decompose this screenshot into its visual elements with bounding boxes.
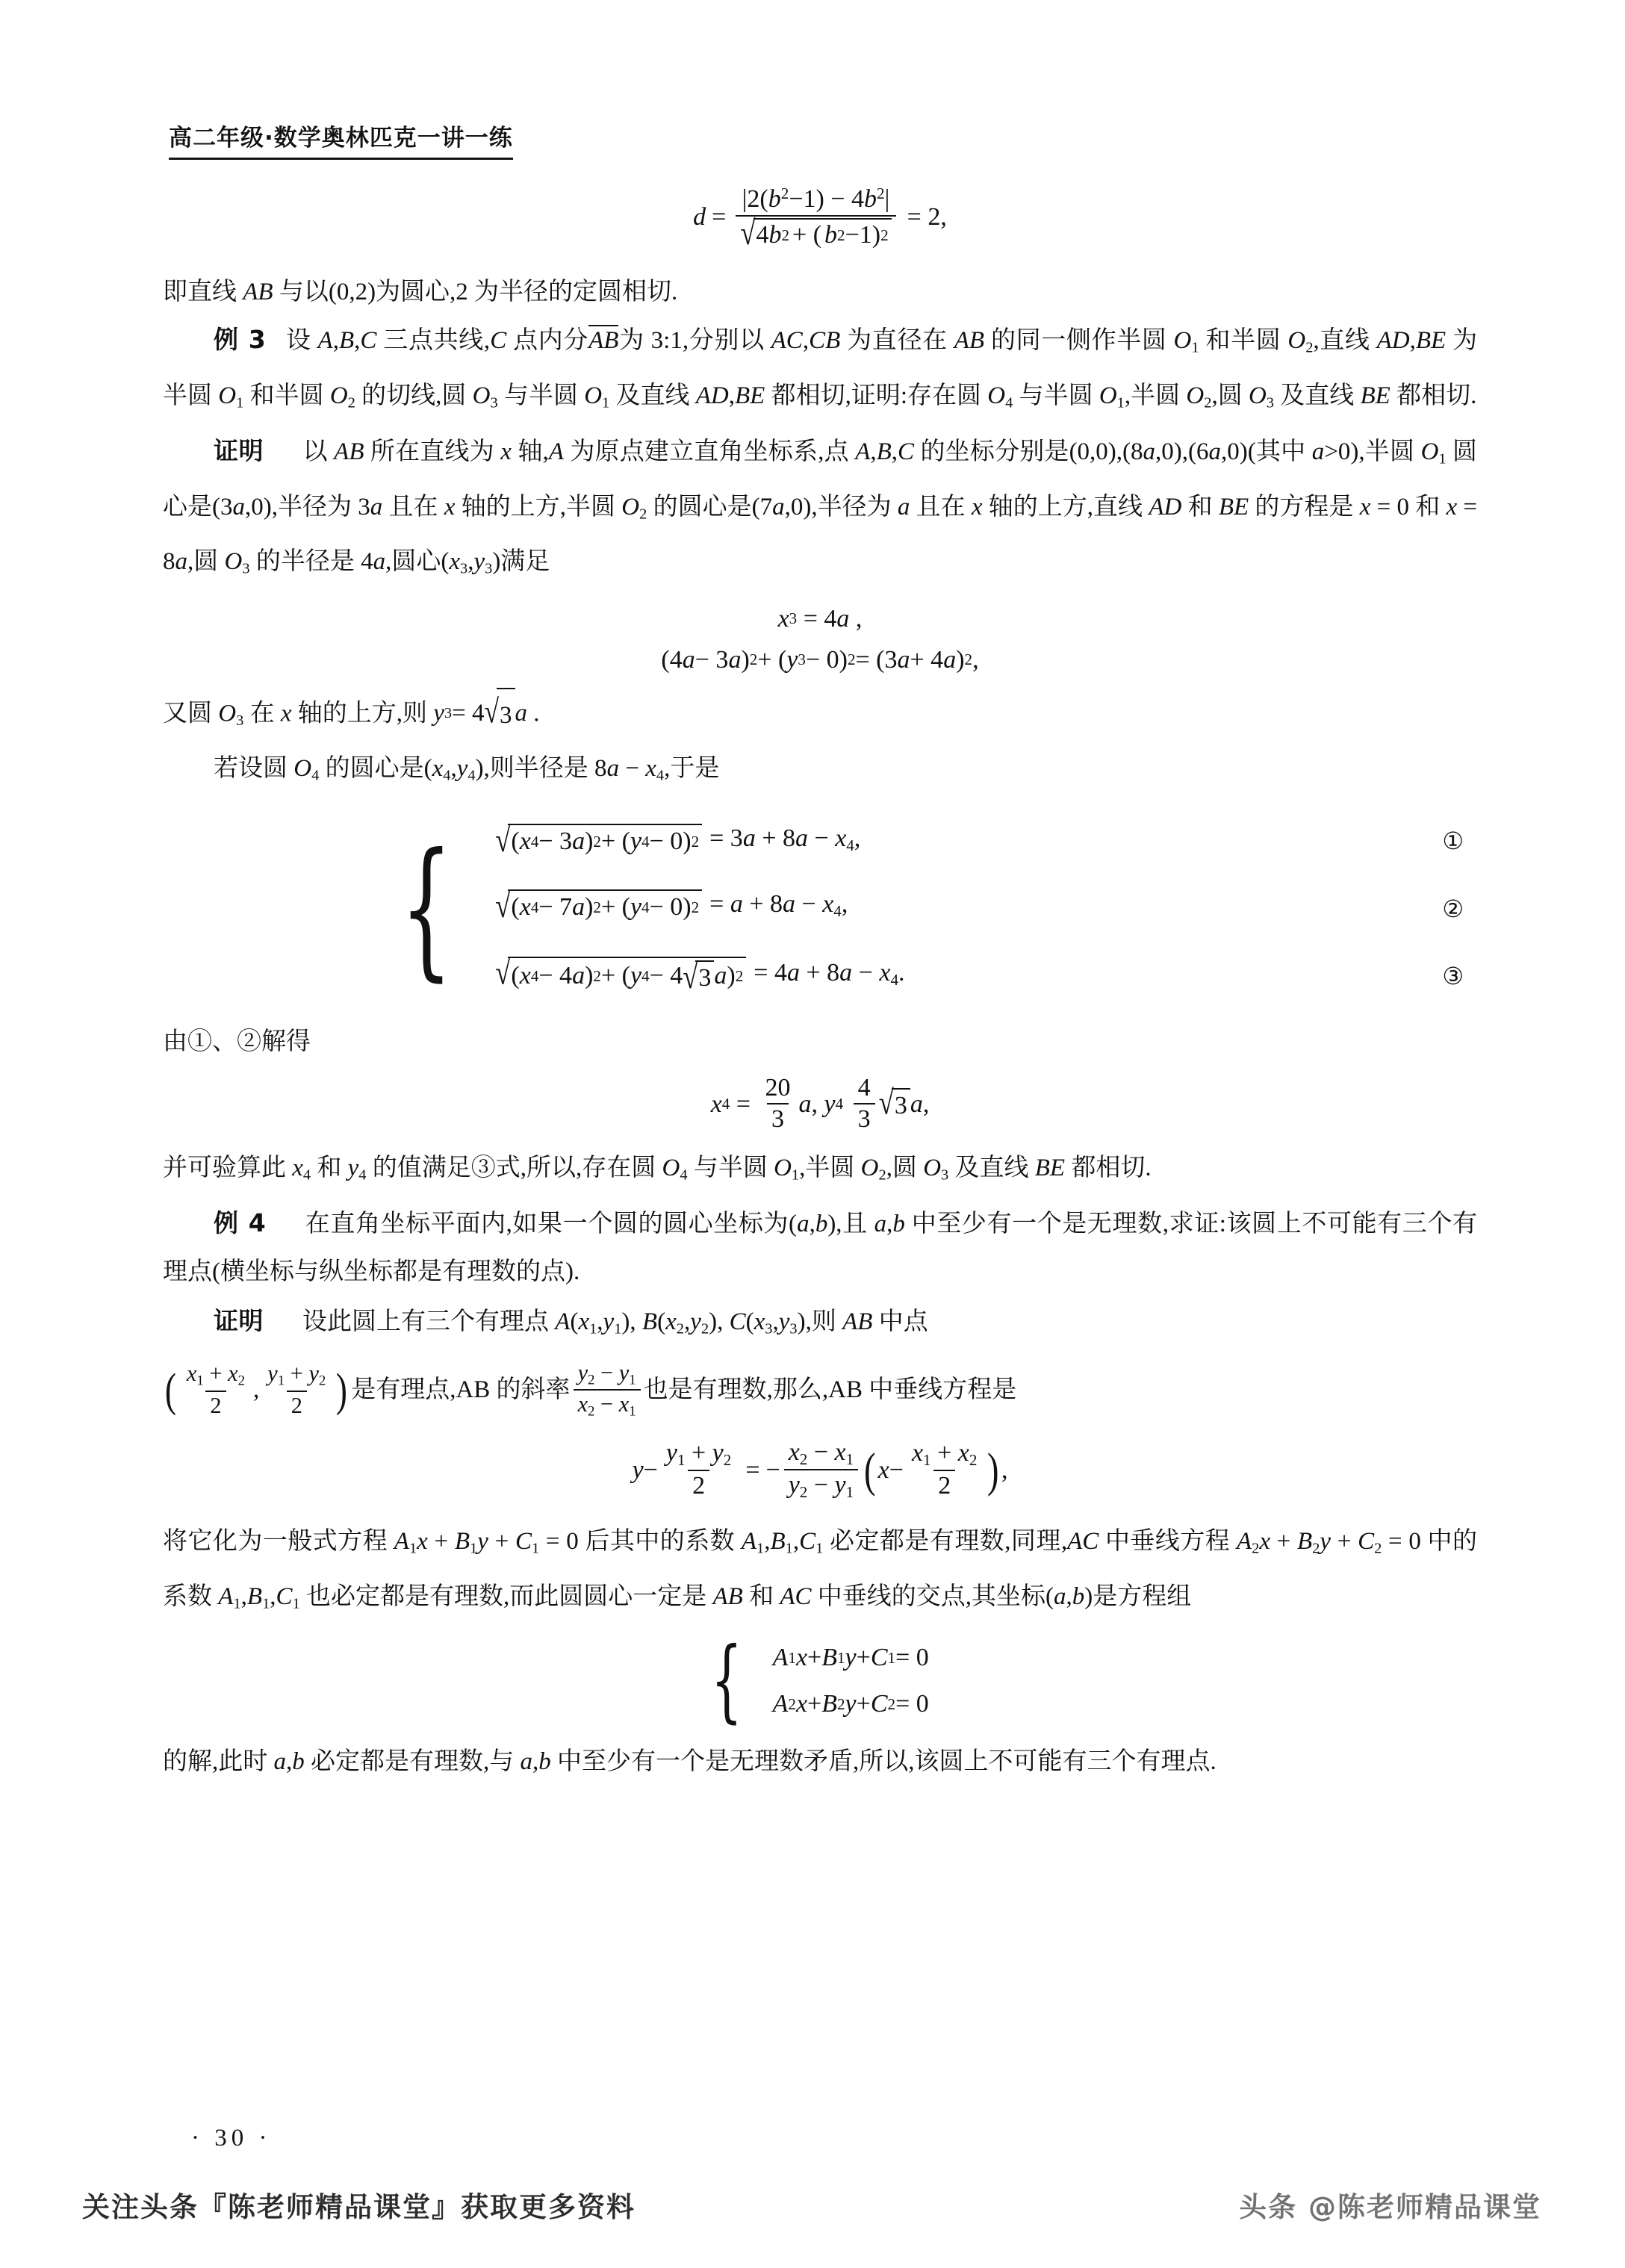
- left-brace: {: [711, 1629, 743, 1733]
- page-number: · 30 ·: [191, 2125, 272, 2152]
- example4-proof-label: 证明: [214, 1305, 264, 1335]
- paren-open: (: [864, 1443, 876, 1497]
- example4-proof-p2: ( $\frac{x_1 + x_2}{2}$ , $\frac{y_1 + y_2}{2}$ ) 是有理点,AB 的斜率 $\frac{y_2 - y_1}{x_2 - x_1}$ 也是有理数,那么,AB 中垂线方程是: [164, 1359, 1017, 1420]
- radical-icon: √: [495, 821, 511, 860]
- example4-statement: 例 4 在直角坐标平面内,如果一个圆的圆心坐标为(a,b),且 a,b 中至少有一个是无理数,求证:该圆上不可能有三个有理点(横坐标与纵坐标都是有理数的点).: [163, 1208, 1477, 1285]
- paragraph-tangent: 即直线 AB 与以(0,2)为圆心,2 为半径的定圆相切.: [163, 279, 678, 306]
- equation-system-final: [163, 1629, 1477, 1733]
- example4-proof-p1: 证明 设此圆上有三个有理点 $A(x_1,y_1)$, $B(x_2,y_2)$, $C(x_3,y_3)$,则 AB 中点: [214, 1305, 928, 1338]
- radical-icon: √: [683, 957, 698, 995]
- radical-icon: √: [495, 952, 511, 992]
- equation-circle-o3: (4 a − 3 a ) 2 + ( y 3 − 0) 2 = (3 a + 4 a ) 2 ,: [661, 646, 979, 674]
- example4-proof-p3: 将它化为一般式方程 $A_1x + B_1y + C_1 = 0$ 后其中的系数 $A_1,B_1,C_1$ 必定都是有理数,同理,AC 中垂线方程 $A_2x + B_2y + C_2 = 0$ 中的系数 $A_1,B_1,C_1$ 也必定都是有理数,而此圆圆心一定是 AB 和 AC 中垂线的交点,其坐标(a,b)是方程组: [163, 1528, 1477, 1612]
- equation-system-o4: [163, 807, 1477, 1010]
- final-system-row-1: A 1 x + B 1 y + C 1 = 0: [772, 1644, 929, 1672]
- watermark-right: 头条 @陈老师精品课堂: [1239, 2191, 1541, 2223]
- paragraph-y3: 又圆 $O_3$ 在 x 轴的上方,则 y 3 = 4 √ 3 a .: [163, 688, 1477, 745]
- equation-number-1: ①: [1442, 827, 1464, 856]
- equation-x4-y4: x 4 = $\frac{20}{3}$ a , y 4 $\frac{4}{3}$ √ 3 a ,: [710, 1073, 930, 1134]
- paren-close: ): [987, 1443, 999, 1497]
- radical-icon: √: [740, 213, 756, 252]
- formula-rhs: = 2,: [907, 203, 947, 231]
- example3-label: 例 3: [214, 325, 267, 355]
- system-row-3: √ ( x 4 − 4 a ) 2 + ( y 4 − 4 √ 3 a ) 2 = $4a + 8a - x_4$.: [495, 952, 905, 995]
- system-row-2: √ ( x 4 − 7 a ) 2 + ( y 4 − 0) 2 = $a + 8a - x_4$,: [495, 886, 848, 925]
- example4-label: 例 4: [214, 1208, 267, 1237]
- radical-icon: √: [495, 886, 511, 925]
- radical-icon: √: [484, 692, 500, 730]
- example3-statement: 例 3 设 A,B,C 三点共线,C 点内分AB为 3:1,分别以 AC,CB 为直径在 AB 的同一侧作半圆 $O_1$ 和半圆 $O_2$,直线 AD,BE 为半圆 $O_1$ 和半圆 $O_2$ 的切线,圆 $O_3$ 与半圆 $O_1$ 及直线 AD,BE 都相切,证明:存在圆 $O_4$ 与半圆 $O_1$,半圆 $O_2$,圆 $O_3$ 及直线 BE 都相切.: [163, 325, 1478, 411]
- example3-proof-p1: 证明 以 AB 所在直线为 x 轴,A 为原点建立直角坐标系,点 A,B,C 的坐标分别是(0,0),(8a,0),(6a,0)(其中 a>0),半圆 $O_1$ 圆心是(3a,0),半径为 3a 且在 x 轴的上方,半圆 $O_2$ 的圆心是(7a,0),半径为 a 且在 x 轴的上方,直线 AD 和 BE 的方程是 x = 0 和 x = 8a,圆 $O_3$ 的半径是 4a,圆心$(x_3,y_3)$满足: [163, 435, 1478, 577]
- left-brace: {: [400, 821, 453, 995]
- example4-slope-text: 也是有理数,那么,AB 中垂线方程是: [643, 1376, 1017, 1404]
- example3-conclusion: 并可验算此 $x_4$ 和 $y_4$ 的值满足③式,所以,存在圆 $O_4$ 与半圆 $O_1$,半圆 $O_2$,圆 $O_3$ 及直线 BE 都相切.: [163, 1155, 1152, 1184]
- paragraph-o4: 若设圆 $O_4$ 的圆心是$(x_4,y_4)$,则半径是 $8a - x_4$,于是: [214, 754, 720, 784]
- radical-icon: √: [878, 1083, 894, 1122]
- paragraph-solve: 由①、②解得: [163, 1028, 311, 1055]
- running-head-text: 高二年级·数学奥林匹克一讲一练: [169, 124, 513, 160]
- final-system-row-2: A 2 x + B 2 y + C 2 = 0: [772, 1690, 929, 1718]
- formula-numerator: $|2(b^2-1) - 4b^2|$: [742, 184, 890, 213]
- formula-distance: d = $|2(b^2-1) - 4b^2|$ √ 4 b 2 + ( b 2 −1) 2 = 2,: [163, 185, 1477, 249]
- watermark-left: 关注头条『陈老师精品课堂』获取更多资料: [82, 2191, 636, 2223]
- example3-proof-label: 证明: [214, 435, 264, 465]
- equation-numbers: [1442, 807, 1464, 1010]
- equation-number-2: ②: [1442, 894, 1464, 923]
- equation-number-3: ③: [1442, 962, 1464, 991]
- formula-var-d: d: [693, 203, 706, 231]
- system-row-1: √ ( x 4 − 3 a ) 2 + ( y 4 − 0) 2 = $3a + 8a - x_4$,: [495, 821, 861, 860]
- paren-open: (: [164, 1363, 176, 1416]
- paren-close: ): [336, 1363, 348, 1416]
- equation-perpendicular-bisector: y − $\frac{y_1 + y_2}{2}$ = − $\frac{x_2 - x_1}{y_2 - y_1}$ ( x − $\frac{x_1 + x_2}{2}$ ) ,: [632, 1438, 1008, 1502]
- equation-x3: x 3 = 4 a ,: [777, 604, 863, 633]
- formula-denominator: √ 4 b 2 + ( b 2 −1) 2: [736, 215, 895, 249]
- page-content: [163, 119, 1477, 1786]
- example4-proof-p4: 的解,此时 a,b 必定都是有理数,与 a,b 中至少有一个是无理数矛盾,所以,该圆上不可能有三个有理点.: [163, 1748, 1217, 1776]
- example4-midpoint-text: 是有理点,AB 的斜率: [351, 1376, 571, 1404]
